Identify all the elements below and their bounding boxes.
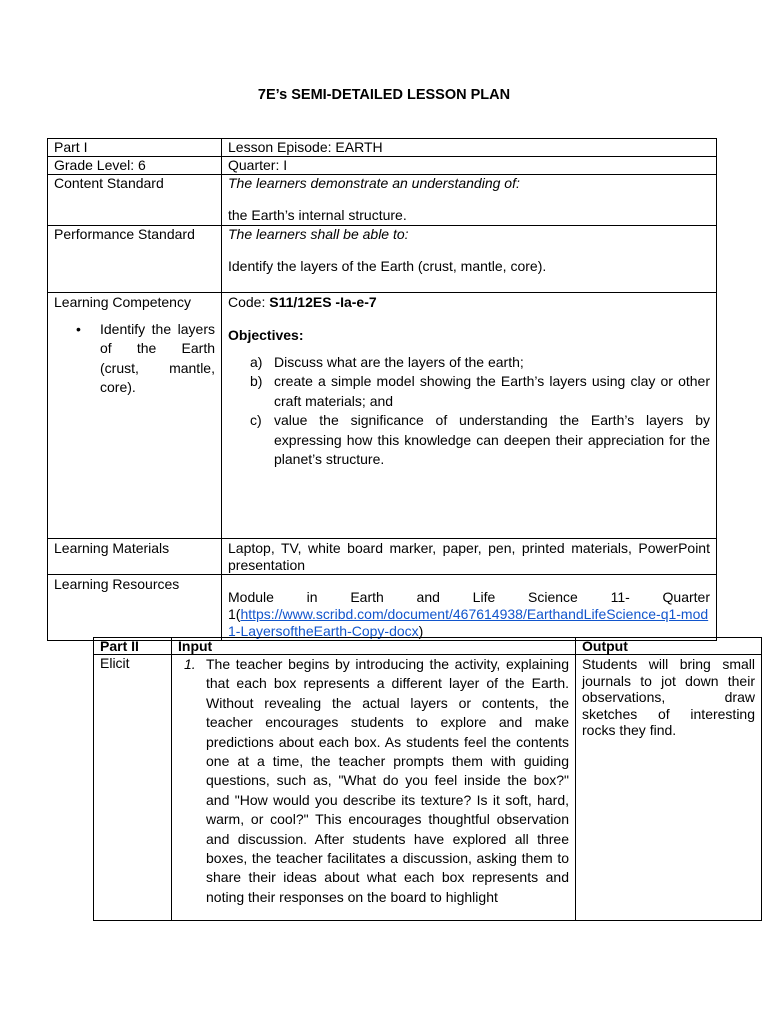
elicit-text: The teacher begins by introducing the activity, explaining that each box represents a different layer of the Earth. Without revealing the actual layers or contents, the teacher encourages students to explore and make predictions about each box. As students feel the contents one at a time, the teacher prompts them with guiding questions, such as, "What do you feel inside the box?" and "How would you describe its texture? Is it soft, hard, warm, or cool?" This encourages thoughtful observation and discussion. After students have explored all three boxes, the teacher facilitates a discussion, asking them to share their ideas about what each box represents and noting their responses on the board to highlight <box>206 656 569 905</box>
competency-label: Learning Competency <box>54 294 191 310</box>
lesson-info-table <box>47 138 717 641</box>
objective-item <box>228 411 710 469</box>
materials-text: Laptop, TV, white board marker, paper, pen, printed materials, PowerPoint presentation <box>222 539 717 575</box>
elicit-item <box>178 655 569 907</box>
header-output: Output <box>576 638 762 655</box>
code-value: S11/12ES -Ia-e-7 <box>269 294 377 310</box>
header-input: Input <box>172 638 576 655</box>
competency-cell <box>48 293 222 539</box>
objectives-label: Objectives: <box>228 327 304 343</box>
grade-level: Grade Level: 6 <box>48 157 222 175</box>
quarter: Quarter: I <box>222 157 717 175</box>
objective-item <box>228 353 710 372</box>
materials-label: Learning Materials <box>48 539 222 575</box>
code-label: Code: <box>228 294 266 310</box>
content-standard-cell <box>222 175 717 226</box>
resources-cell <box>222 575 717 641</box>
competency-item-text: Identify the layers of the Earth (crust, mantle, core). <box>100 321 215 396</box>
code-line <box>228 294 710 311</box>
resources-prefix: Module in Earth and Life Science 11- Quarter <box>228 589 710 605</box>
objectives-list <box>228 353 710 469</box>
performance-standard-label: Performance Standard <box>48 226 222 293</box>
lesson-procedure-table <box>93 637 762 921</box>
performance-standard-intro: The learners shall be able to: <box>228 226 409 242</box>
objective-text: value the significance of understanding the Earth’s layers by expressing how this knowledge can deepen their appreciation for the planet’s structure. <box>274 412 710 468</box>
bullet-icon: • <box>76 321 81 337</box>
performance-standard-text: Identify the layers of the Earth (crust, mantle, core). <box>228 258 547 274</box>
objective-marker: a) <box>250 354 263 370</box>
elicit-output: Students will bring small journals to jot down their observations, draw sketches of interesting rocks they find. <box>576 655 762 921</box>
objective-marker: b) <box>250 373 263 390</box>
part-label: Part I <box>48 139 222 157</box>
lesson-episode: Lesson Episode: EARTH <box>222 139 717 157</box>
elicit-label: Elicit <box>94 655 172 921</box>
elicit-input-cell <box>172 655 576 921</box>
header-part: Part II <box>94 638 172 655</box>
resources-link-line <box>228 606 710 640</box>
objective-marker: c) <box>250 412 262 429</box>
objectives-cell <box>222 293 717 539</box>
page-title: 7E’s SEMI-DETAILED LESSON PLAN <box>257 87 511 103</box>
content-standard-text: the Earth’s internal structure. <box>228 207 407 223</box>
performance-standard-cell <box>222 226 717 293</box>
elicit-marker: 1. <box>184 656 196 672</box>
resources-link[interactable]: https://www.scribd.com/document/467614938/EarthandLifeScience-q1-mod1-LayersoftheEarth-Copy-docx <box>228 606 709 639</box>
competency-list <box>54 320 215 398</box>
objective-text: Discuss what are the layers of the earth; <box>274 354 524 370</box>
content-standard-label: Content Standard <box>48 175 222 226</box>
objective-text: create a simple model showing the Earth’s layers using clay or other craft materials; and <box>274 373 710 409</box>
resources-label: Learning Resources <box>48 575 222 641</box>
objective-item <box>228 372 710 411</box>
content-standard-intro: The learners demonstrate an understanding of: <box>228 175 520 191</box>
resources-paren-open: 1( <box>228 606 241 622</box>
competency-item <box>54 320 215 398</box>
resources-paren-close: ) <box>418 623 424 639</box>
